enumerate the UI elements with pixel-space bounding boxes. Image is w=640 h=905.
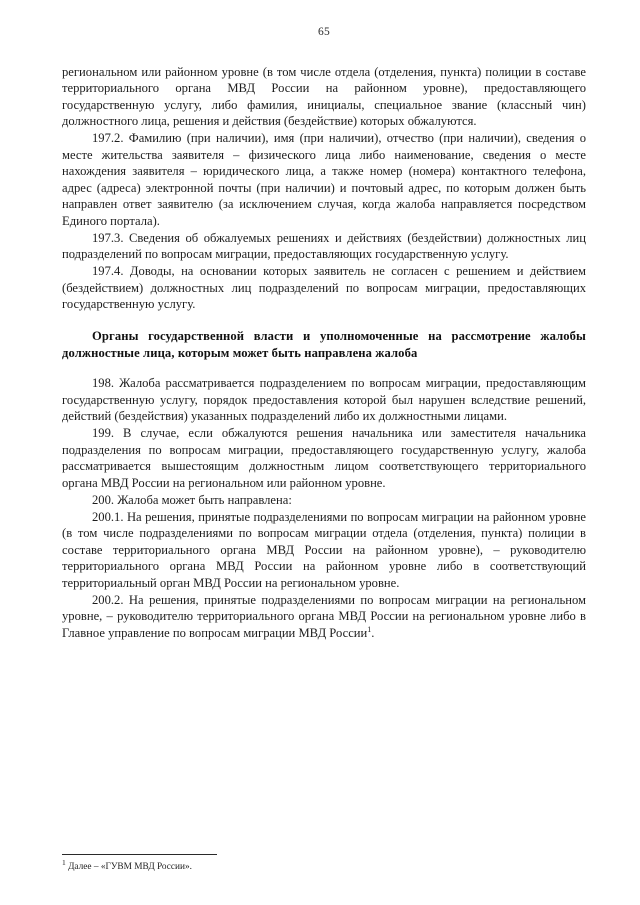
paragraph-200-2-text: 200.2. На решения, принятые подразделениями по вопросам миграции на региональном уровне, – руководителю территориального органа МВД России на региональном уровне либо в Главное управление по вопросам миграции МВД России bbox=[62, 592, 586, 640]
paragraph-200: 200. Жалоба может быть направлена: bbox=[92, 492, 292, 507]
footnote-reference-marker: 1 bbox=[367, 624, 372, 634]
paragraph-197-4: 197.4. Доводы, на основании которых заявитель не согласен с решением и действием (бездействием) должностных лиц подразделений по вопросам миграции, предоставляющих государственную услугу. bbox=[62, 264, 586, 312]
footnote-area bbox=[62, 854, 362, 873]
footnote-marker: 1 bbox=[62, 857, 66, 867]
paragraph-200-2-tail: . bbox=[371, 625, 375, 640]
footnote-separator-rule bbox=[62, 854, 217, 855]
page-number: 65 bbox=[318, 26, 330, 38]
document-body bbox=[62, 64, 586, 641]
footnote bbox=[62, 858, 362, 873]
section-heading: Органы государственной власти и уполномоченные на рассмотрение жалобы должностные лица, которым может быть направлена жалоба bbox=[62, 328, 586, 360]
paragraph-197-2: 197.2. Фамилию (при наличии), имя (при наличии), отчество (при наличии), сведения о месте жительства заявителя – физического лица либо наименование, сведения о месте нахождения заявителя – юридического лица, а также номер (номера) контактного телефона, адрес (адреса) электронной почты (при наличии) и почтовый адрес, по которым должен быть направлен ответ заявителю (за исключением случая, когда жалоба направляется посредством Единого портала). bbox=[62, 131, 586, 228]
paragraph-197-3: 197.3. Сведения об обжалуемых решениях и действиях (бездействии) должностных лиц подразделений по вопросам миграции, предоставляющих государственную услугу. bbox=[62, 230, 586, 262]
paragraph-199: 199. В случае, если обжалуются решения начальника или заместителя начальника подразделения по вопросам миграции, предоставляющего государственную услугу, жалоба рассматривается вышестоящим должностным лицом соответствующего территориального органа МВД России на региональном или районном уровне. bbox=[62, 426, 586, 490]
paragraph-198: 198. Жалоба рассматривается подразделением по вопросам миграции, предоставляющим государственную услугу, порядок предоставления которой был нарушен вследствие решений, действий (бездействия) указанных подразделений либо их должностными лицами. bbox=[62, 376, 586, 424]
paragraph-200-2 bbox=[62, 592, 586, 642]
paragraph-197-1-continued: региональном или районном уровне (в том числе отдела (отделения, пункта) полиции в составе территориального органа МВД России на районном уровне), предоставляющего государственную услугу, либо фамилия, инициалы, специальное звание (классный чин) должностного лица, решения и действия (бездействие) которых обжалуются. bbox=[62, 65, 586, 129]
paragraph-200-1: 200.1. На решения, принятые подразделениями по вопросам миграции на районном уровне (в том числе подразделениями по вопросам миграции отдела (отделения, пункта) полиции в составе территориального органа МВД России на районном уровне), – руководителю территориального органа МВД России на районном уровне либо в соответствующий территориальный орган МВД России на региональном уровне. bbox=[62, 509, 586, 590]
footnote-text: Далее – «ГУВМ МВД России». bbox=[65, 861, 192, 872]
